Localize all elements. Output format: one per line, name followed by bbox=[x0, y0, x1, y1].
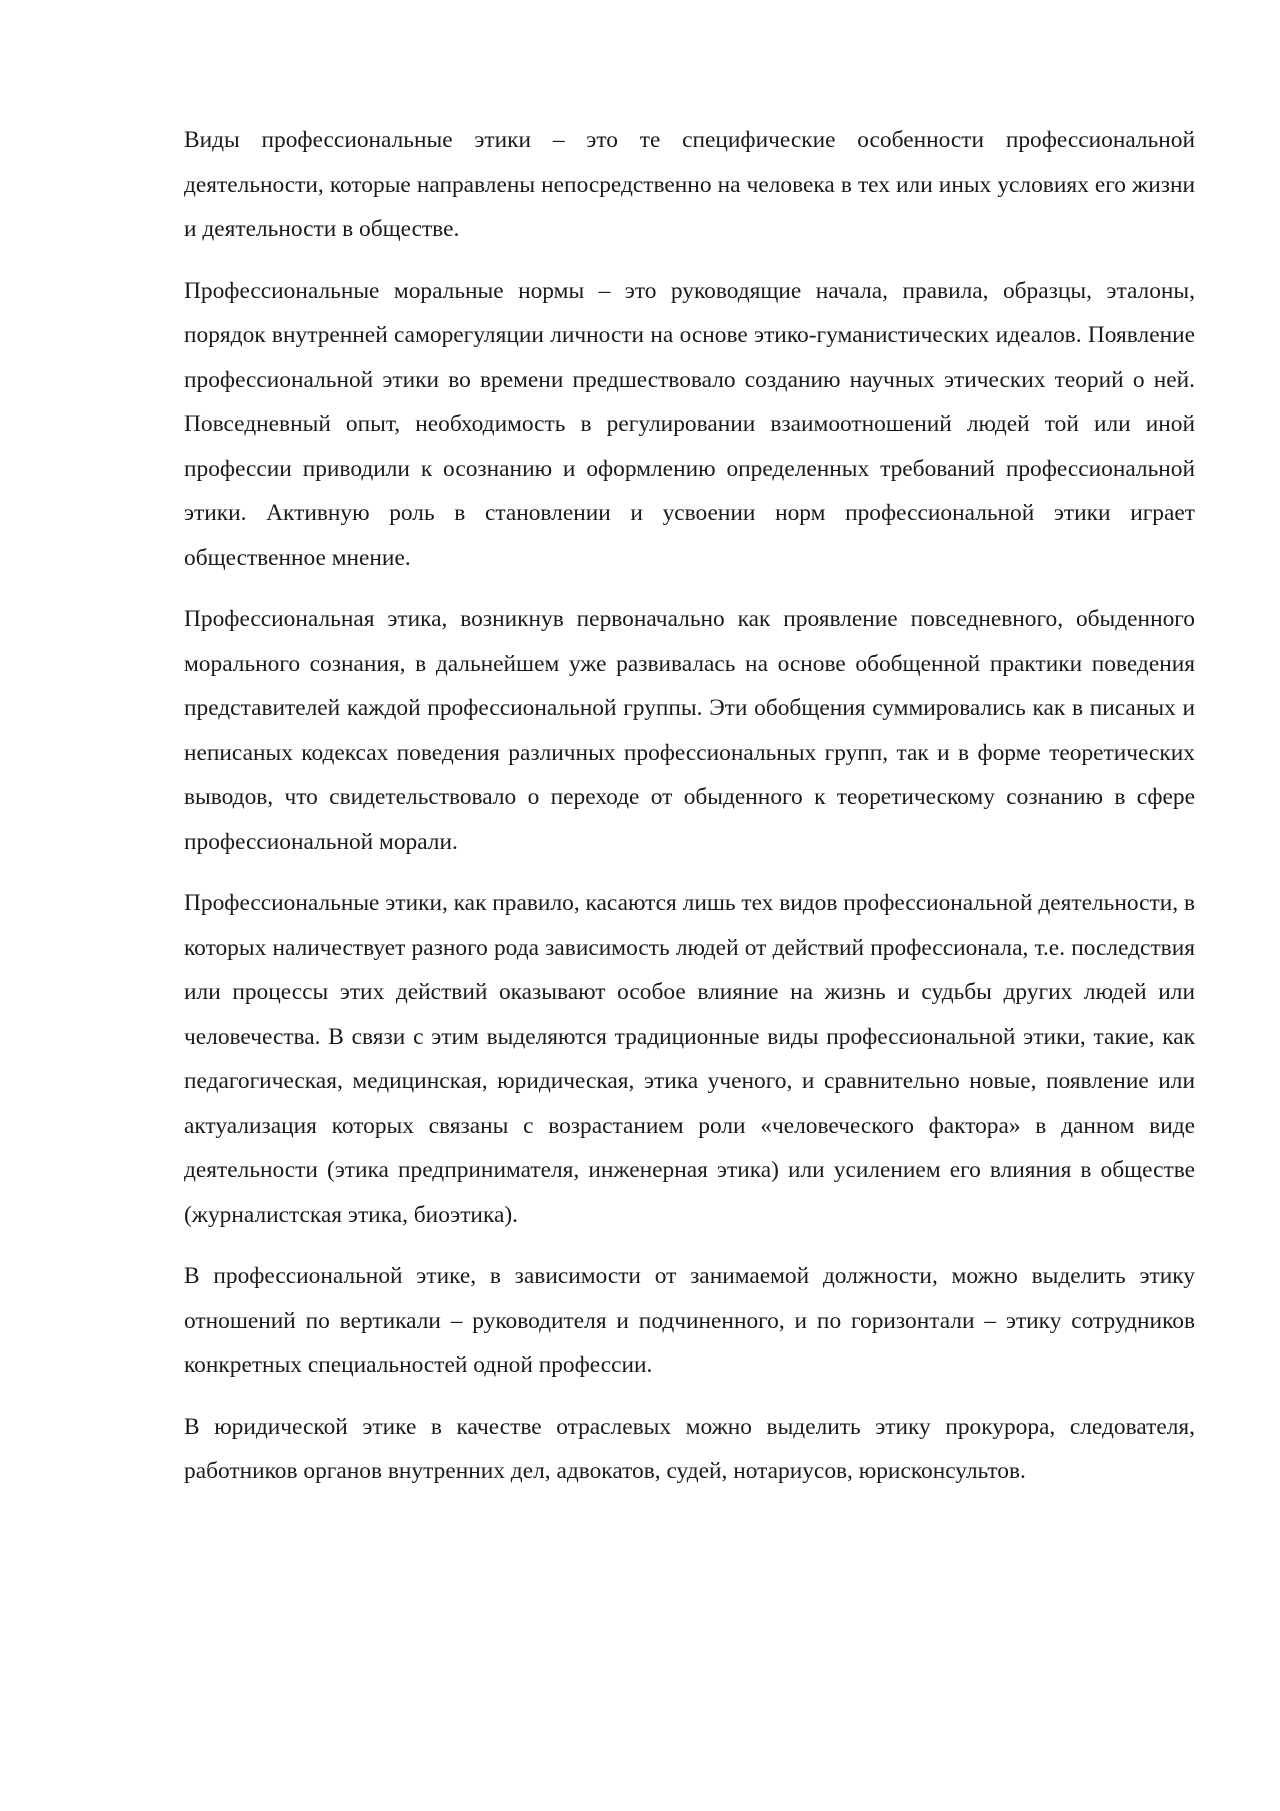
paragraph-4: Профессиональные этики, как правило, касаются лишь тех видов профессиональной деятельности, в которых наличествует разного рода зависимость людей от действий профессионала, т.е. последствия или процессы этих действий оказывают особое влияние на жизнь и судьбы других людей или человечества. В связи с этим выделяются традиционные виды профессиональной этики, такие, как педагогическая, медицинская, юридическая, этика ученого, и сравнительно новые, появление или актуализация которых связаны с возрастанием роли «человеческого фактора» в данном виде деятельности (этика предпринимателя, инженерная этика) или усилением его влияния в обществе (журналистская этика, биоэтика). bbox=[184, 890, 1195, 1228]
paragraph-1: Виды профессиональные этики – это те специфические особенности профессиональной деятельности, которые направлены непосредственно на человека в тех или иных условиях его жизни и деятельности в обществе. bbox=[184, 127, 1195, 242]
document-body bbox=[184, 118, 1195, 1511]
paragraph-5: В профессиональной этике, в зависимости от занимаемой должности, можно выделить этику отношений по вертикали – руководителя и подчиненного, и по горизонтали – этику сотрудников конкретных специальностей одной профессии. bbox=[184, 1263, 1195, 1378]
paragraph-3: Профессиональная этика, возникнув первоначально как проявление повседневного, обыденного морального сознания, в дальнейшем уже развивалась на основе обобщенной практики поведения представителей каждой профессиональной группы. Эти обобщения суммировались как в писаных и неписаных кодексах поведения различных профессиональных групп, так и в форме теоретических выводов, что свидетельствовало о переходе от обыденного к теоретическому сознанию в сфере профессиональной морали. bbox=[184, 606, 1195, 855]
paragraph-6: В юридической этике в качестве отраслевых можно выделить этику прокурора, следователя, работников органов внутренних дел, адвокатов, судей, нотариусов, юрисконсультов. bbox=[184, 1413, 1195, 1484]
paragraph-2: Профессиональные моральные нормы – это руководящие начала, правила, образцы, эталоны, порядок внутренней саморегуляции личности на основе этико-гуманистических идеалов. Появление профессиональной этики во времени предшествовало созданию научных этических теорий о ней. Повседневный опыт, необходимость в регулировании взаимоотношений людей той или иной профессии приводили к осознанию и оформлению определенных требований профессиональной этики. Активную роль в становлении и усвоении норм профессиональной этики играет общественное мнение. bbox=[184, 277, 1195, 571]
